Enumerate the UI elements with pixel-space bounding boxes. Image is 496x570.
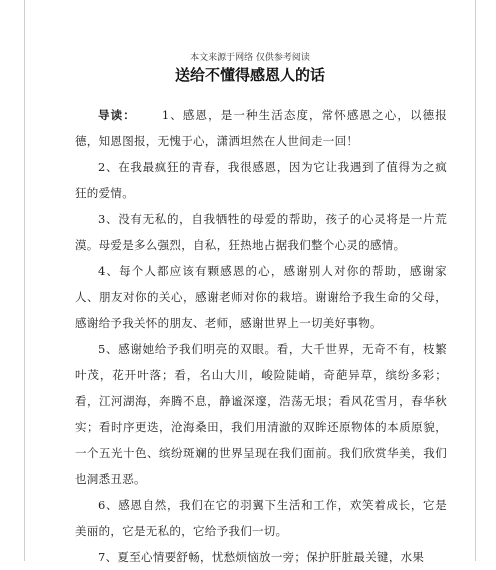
paragraph-3: 3、没有无私的，自我牺牲的母爱的帮助，孩子的心灵将是一片荒漠。母爱是多么强烈，自私，狂热地占据我们整个心灵的感情。 xyxy=(75,212,447,252)
paragraph-2: 2、在我最疯狂的青春，我很感恩，因为它让我遇到了值得为之疯狂的爱情。 xyxy=(75,160,447,200)
document-page xyxy=(24,0,476,564)
paragraph-4: 4、每个人都应该有颗感恩的心，感谢别人对你的帮助，感谢家人、朋友对你的关心，感谢老师对你的栽培。谢谢给予我生命的父母，感谢给予我关怀的朋友、老师，感谢世界上一切美好事物。 xyxy=(75,264,447,330)
paragraph-1 xyxy=(75,102,447,154)
source-notice: 本文来源于网络 仅供参考阅读 xyxy=(190,53,310,63)
document-body xyxy=(75,102,447,570)
lead-label: 导读： xyxy=(98,108,136,122)
paragraph-6: 6、感恩自然，我们在它的羽翼下生活和工作，欢笑着成长，它是美丽的，它是无私的，它给予我们一切。 xyxy=(75,498,447,538)
paragraph-text: 1、感恩，是一种生活态度，常怀感恩之心，以德报德，知恩图报，无愧于心，潇洒坦然在人世间走一回！ xyxy=(75,108,448,148)
paragraph-5: 5、感谢她给予我们明亮的双眼。看，大千世界，无奇不有，枝繁叶茂，花开叶落；看，名山大川，峻险陡峭，奇葩异草，缤纷多彩；看，江河湖海，奔腾不息，静谧深邃，浩荡无垠；看风花雪月，春华秋实；看时序更迭，沧海桑田，我们用清澈的双眸还原物体的本质原貌，一个五光十色、缤纷斑斓的世界呈现在我们面前。我们欣赏华美，我们也洞悉丑恶。 xyxy=(75,342,447,486)
paragraph-7: 7、夏至心情要舒畅，忧愁烦恼放一旁；保护肝脏最关键，水果 xyxy=(98,550,425,564)
document-title: 送给不懂得感恩人的话 xyxy=(174,66,325,84)
